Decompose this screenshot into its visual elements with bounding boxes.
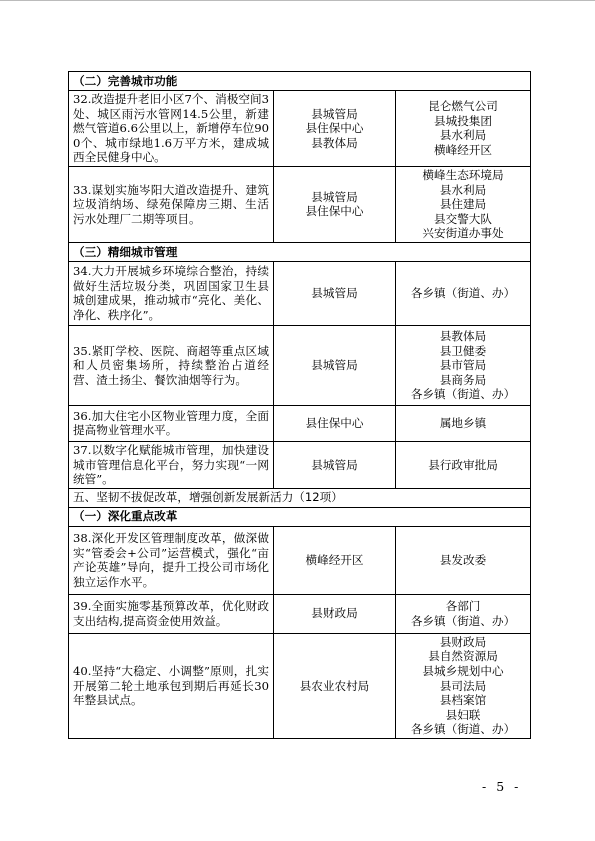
lead-unit: 县城管局 (311, 286, 358, 301)
responsible-unit: 县城乡规划中心 (422, 663, 504, 678)
responsible-unit: 县住建局 (439, 197, 487, 212)
task-row (69, 594, 531, 633)
responsible-unit-cell (396, 91, 531, 167)
task-row (69, 405, 531, 441)
responsible-unit: 各部门 (445, 599, 481, 614)
task-description: 40.坚持“大稳定、小调整”原则，扎实开展第二轮土地承包到期后再延长30年整县试点。 (69, 633, 274, 738)
subsection-title: （二）完善城市功能 (69, 72, 531, 91)
responsible-unit: 横峰生态环境局 (422, 167, 504, 182)
responsible-unit: 各乡镇（街道、办） (410, 613, 516, 628)
lead-unit: 横峰经开区 (305, 552, 364, 567)
responsible-unit-cell (396, 261, 531, 325)
responsible-unit-cell (396, 594, 531, 633)
responsible-unit-cell (396, 325, 531, 405)
task-table-body (69, 72, 531, 739)
responsible-unit: 县卫健委 (439, 343, 487, 358)
responsible-unit: 县档案馆 (439, 693, 487, 708)
task-row (69, 166, 531, 242)
task-description: 34.大力开展城乡环境综合整治，持续做好生活垃圾分类，巩固国家卫生县城创建成果，推动城市“亮化、美化、净化、秩序化”。 (69, 261, 274, 325)
responsible-unit: 县水利局 (439, 128, 487, 143)
lead-unit: 县住保中心 (305, 121, 364, 136)
task-row (69, 91, 531, 167)
responsible-unit: 县城投集团 (434, 113, 492, 128)
responsible-unit: 县发改委 (439, 552, 487, 567)
responsible-unit: 县水利局 (439, 182, 487, 197)
task-row (69, 633, 531, 738)
responsible-unit: 县商务局 (439, 372, 487, 387)
responsible-unit: 县妇联 (445, 707, 481, 722)
task-row (69, 325, 531, 405)
responsible-unit: 兴安街道办事处 (422, 226, 504, 241)
task-description: 35.紧盯学校、医院、商超等重点区域和人员密集场所，持续整治占道经营、渣土扬尘、餐饮油烟等行为。 (69, 325, 274, 405)
task-description: 37.以数字化赋能城市管理，加快建设城市管理信息化平台，努力实现“一网统管”。 (69, 441, 274, 488)
responsible-unit: 各乡镇（街道、办） (410, 722, 516, 737)
task-description: 32.改造提升老旧小区7个、消极空间3处、城区雨污水管网14.5公里，新建燃气管道6.6公里以上，新增停车位900个、城市绿地1.6万平方米，建成城西全民健身中心。 (69, 91, 274, 167)
lead-unit-cell (274, 441, 396, 488)
responsible-unit: 横峰经开区 (434, 143, 492, 158)
responsible-unit: 各乡镇（街道、办） (410, 286, 516, 301)
lead-unit-cell (274, 261, 396, 325)
task-row (69, 441, 531, 488)
lead-unit: 县住保中心 (305, 416, 364, 431)
responsible-unit-cell (396, 633, 531, 738)
lead-unit-cell (274, 405, 396, 441)
lead-unit: 县城管局 (311, 358, 358, 373)
task-row (69, 261, 531, 325)
responsible-unit: 县自然资源局 (428, 649, 498, 664)
responsible-unit: 属地乡镇 (439, 416, 487, 431)
responsible-unit: 各乡镇（街道、办） (410, 387, 516, 402)
lead-unit: 县财政局 (311, 606, 358, 621)
responsible-unit: 县交警大队 (434, 211, 492, 226)
subsection-title: （三）精细城市管理 (69, 242, 531, 261)
subsection-header-row (69, 507, 531, 526)
lead-unit: 县农业农村局 (299, 678, 370, 693)
lead-unit-cell (274, 633, 396, 738)
task-description: 33.谋划实施岑阳大道改造提升、建筑垃圾消纳场、绿苑保障房三期、生活污水处理厂二期等项目。 (69, 166, 274, 242)
lead-unit-cell (274, 526, 396, 594)
lead-unit-cell (274, 325, 396, 405)
lead-unit: 县城管局 (311, 457, 358, 472)
part-title: 五、坚韧不拔促改革，增强创新发展新活力（12项） (69, 488, 531, 507)
lead-unit-cell (274, 166, 396, 242)
task-description: 36.加大住宅小区物业管理力度，全面提高物业管理水平。 (69, 405, 274, 441)
lead-unit: 县城管局 (311, 189, 358, 204)
lead-unit: 县城管局 (311, 106, 358, 121)
responsible-unit-cell (396, 166, 531, 242)
lead-unit: 县教体局 (311, 135, 358, 150)
subsection-title: （一）深化重点改革 (69, 507, 531, 526)
task-row (69, 526, 531, 594)
responsible-unit: 县行政审批局 (428, 457, 498, 472)
top-border-line (0, 0, 595, 1)
subsection-header-row (69, 72, 531, 91)
part-header-row (69, 488, 531, 507)
page-number: - 5 - (482, 779, 522, 794)
responsible-unit-cell (396, 441, 531, 488)
responsible-unit: 昆仑燃气公司 (428, 99, 498, 114)
responsible-unit: 县教体局 (439, 328, 487, 343)
task-table (68, 71, 531, 739)
responsible-unit-cell (396, 405, 531, 441)
responsible-unit: 县司法局 (439, 678, 487, 693)
responsible-unit-cell (396, 526, 531, 594)
responsible-unit: 县财政局 (439, 634, 487, 649)
lead-unit-cell (274, 594, 396, 633)
responsible-unit: 县市管局 (439, 358, 487, 373)
subsection-header-row (69, 242, 531, 261)
lead-unit-cell (274, 91, 396, 167)
lead-unit: 县住保中心 (305, 204, 364, 219)
task-description: 39.全面实施零基预算改革，优化财政支出结构,提高资金使用效益。 (69, 594, 274, 633)
task-description: 38.深化开发区管理制度改革，做深做实“管委会+公司”运营模式，强化“亩产论英雄”导向，提升工投公司市场化独立运作水平。 (69, 526, 274, 594)
